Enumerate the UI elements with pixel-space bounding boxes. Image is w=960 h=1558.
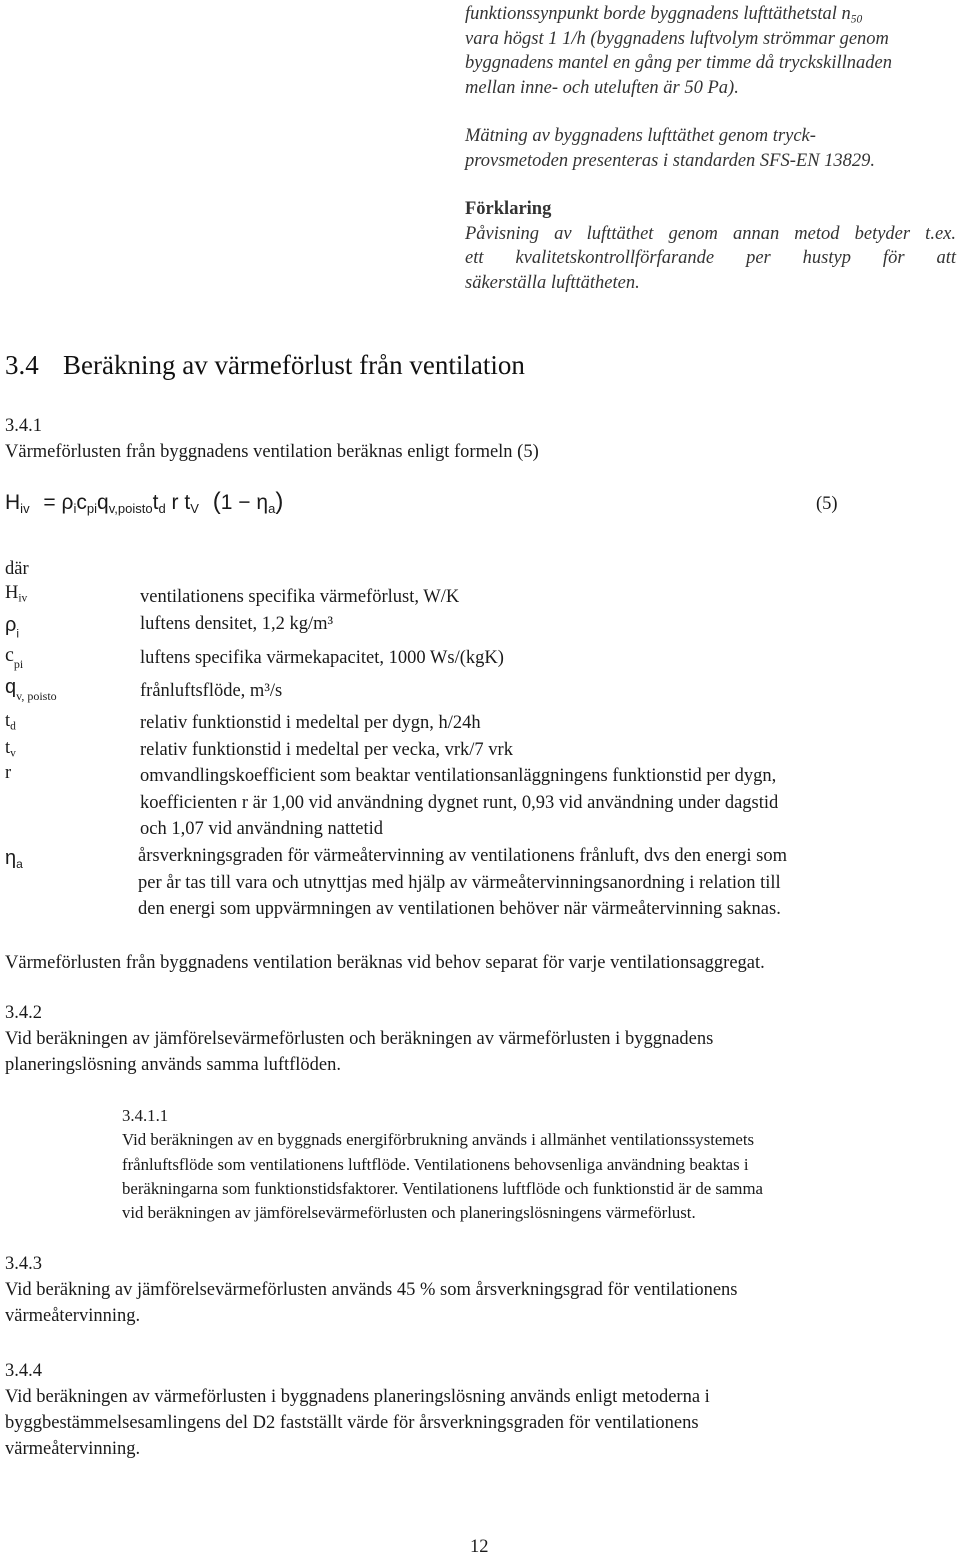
- section-number: 3.4.2: [5, 1003, 42, 1023]
- section-3-4-4: [5, 1358, 955, 1462]
- def-symbol-main: t: [5, 711, 11, 731]
- def-symbol-sub: v, poisto: [16, 689, 57, 704]
- formula-symbol-rho: ρ: [61, 491, 74, 514]
- definition-line: koefficienten r är 1,00 vid användning dygnet runt, 0,93 vid användning under dagstid: [140, 792, 779, 813]
- explanation-block: [465, 197, 956, 295]
- definition-text: luftens densitet, 1,2 kg/m³: [140, 614, 334, 634]
- separate-calc-text: Värmeförlusten från byggnadens ventilation beräknas vid behov separat för varje ventilationsaggregat.: [5, 953, 765, 973]
- section-line: beräkningarna som funktionstidsfaktorer. Ventilationens luftflöde och funktionstid är de samma: [122, 1178, 763, 1198]
- intro-para-1-line: byggnadens mantel en gång per timme då tryckskillnaden: [465, 53, 892, 73]
- def-symbol-sub: pi: [13, 657, 24, 672]
- formula-symbol-eta: η: [256, 491, 269, 514]
- section-line: Vid beräkningen av jämförelsevärmeförlusten och beräkningen av värmeförlusten i byggnadens: [5, 1029, 714, 1049]
- def-symbol-sub: iv: [18, 592, 28, 605]
- page-number: 12: [470, 1537, 489, 1557]
- definition-text: frånluftsflöde, m³/s: [140, 681, 283, 701]
- section-line: Vid beräkningen av värmeförlusten i byggnadens planeringslösning används enligt metoderna i: [5, 1387, 710, 1407]
- explanation-line: Påvisning av lufttäthet genom annan metod betyder t.ex.: [465, 223, 956, 244]
- def-symbol: [5, 644, 24, 672]
- section-line: Vid beräkningen av en byggnads energiförbrukning används i allmänhet ventilationssystemets: [122, 1130, 755, 1150]
- formula-symbol-q: q: [97, 491, 109, 514]
- section-3-4-1: [5, 413, 539, 465]
- def-symbol: [5, 583, 27, 604]
- section-3-4-2: [5, 1000, 955, 1078]
- formula-number: (5): [816, 494, 838, 514]
- def-symbol: [5, 738, 16, 759]
- intro-para-2-line: Mätning av byggnadens lufttäthet genom tryck-: [465, 126, 816, 146]
- section-3-4-3: [5, 1251, 955, 1329]
- formula-sub: i: [73, 501, 77, 517]
- definition-text: relativ funktionstid i medeltal per vecka, vrk/7 vrk: [140, 740, 513, 760]
- section-heading-number: 3.4: [5, 350, 39, 380]
- def-symbol: [5, 711, 16, 732]
- section-3-4-1-1: [122, 1104, 888, 1225]
- def-symbol: [5, 614, 20, 641]
- where-label: där: [5, 559, 29, 579]
- formula-symbol-tv: t: [184, 491, 191, 514]
- section-line: värmeåtervinning.: [5, 1306, 141, 1326]
- section-line: värmeåtervinning.: [5, 1439, 141, 1459]
- formula-sub: pi: [86, 501, 98, 517]
- section-line: planeringslösning används samma luftflöden.: [5, 1055, 342, 1075]
- def-symbol: [5, 676, 57, 704]
- explanation-line: säkerställa lufttätheten.: [465, 272, 640, 293]
- intro-para-2: [465, 124, 956, 173]
- formula-sub: iv: [20, 501, 30, 517]
- intro-para-2-line: provsmetoden presenteras i standarden SFS-EN 13829.: [465, 150, 876, 171]
- def-symbol-main: ρ: [5, 614, 17, 636]
- intro-para-1-sub: 50: [850, 13, 863, 26]
- formula-symbol-h: H: [5, 491, 21, 514]
- definition-text: ventilationens specifika värmeförlust, W/K: [140, 587, 460, 607]
- definition-line: och 1,07 vid användning nattetid: [140, 819, 384, 839]
- def-symbol-sub: i: [16, 626, 20, 641]
- intro-para-1-line: vara högst 1 1/h (byggnadens luftvolym strömmar genom: [465, 28, 889, 49]
- explanation-line: ett kvalitetskontrollförfarande per hustyp för att: [465, 248, 956, 268]
- def-symbol-main: t: [5, 738, 11, 758]
- formula-one: 1: [220, 491, 233, 514]
- section-heading: [5, 350, 525, 381]
- def-symbol-main: r: [5, 763, 12, 783]
- section-number: 3.4.3: [5, 1254, 42, 1274]
- def-symbol-sub: d: [10, 720, 16, 733]
- def-symbol-main: H: [5, 583, 19, 603]
- section-line: frånluftsflöde som ventilationens luftflöde. Ventilationens behovsenliga användning beaktas i: [122, 1154, 749, 1174]
- section-line: byggbestämmelsesamlingens del D2 fastställt värde för årsverkningsgraden för ventilationens: [5, 1413, 699, 1433]
- def-symbol-sub: a: [16, 856, 23, 871]
- formula-sub: V: [190, 501, 199, 517]
- def-symbol-main: q: [5, 676, 17, 698]
- formula-minus: −: [238, 491, 251, 514]
- explanation-title: Förklaring: [465, 199, 552, 219]
- definition-text: [140, 763, 958, 843]
- formula-sub: a: [268, 501, 276, 517]
- formula-sub: d: [158, 501, 166, 517]
- formula-sub: v,poisto: [108, 501, 153, 517]
- def-symbol: [5, 763, 11, 784]
- def-symbol-sub: v: [10, 747, 16, 760]
- section-heading-title: Beräkning av värmeförlust från ventilation: [63, 350, 525, 380]
- definition-line: omvandlingskoefficient som beaktar ventilationsanläggningens funktionstid per dygn,: [140, 766, 777, 786]
- definition-line: årsverkningsgraden för värmeåtervinning av ventilationens frånluft, dvs den energi som: [138, 846, 788, 866]
- definition-text: luftens specifika värmekapacitet, 1000 Ws/(kgK): [140, 648, 504, 668]
- definition-line: per år tas till vara och utnyttjas med hjälp av värmeåtervinningsanordning i relation till: [138, 872, 781, 893]
- section-line: vid beräkningen av jämförelsevärmeförlusten och planeringslösningens värmeförlust.: [122, 1203, 696, 1223]
- formula-symbol-td: t: [152, 491, 159, 514]
- section-number: 3.4.4: [5, 1361, 42, 1381]
- section-number: 3.4.1: [5, 416, 42, 436]
- formula-paren-open: (: [212, 488, 221, 515]
- formula-symbol-c: c: [76, 491, 87, 514]
- def-symbol-main: c: [5, 644, 14, 666]
- definition-text: [138, 843, 956, 923]
- formula-equals: =: [43, 491, 56, 514]
- definition-text: relativ funktionstid i medeltal per dygn, h/24h: [140, 713, 481, 733]
- formula-symbol-r: r: [171, 491, 179, 514]
- intro-block: [465, 2, 956, 295]
- definition-line: den energi som uppvärmningen av ventilationen behöver när värmeåtervinning saknas.: [138, 899, 781, 919]
- intro-para-1: [465, 2, 956, 100]
- def-symbol-main: η: [5, 847, 17, 869]
- formula-5: [5, 488, 283, 516]
- section-text: Värmeförlusten från byggnadens ventilation beräknas enligt formeln (5): [5, 442, 539, 462]
- intro-para-1-line: mellan inne- och uteluften är 50 Pa).: [465, 77, 739, 98]
- intro-para-1-prefix: funktionssynpunkt borde byggnadens lufttäthetstal n: [465, 4, 851, 24]
- section-line: Vid beräkning av jämförelsevärmeförlusten används 45 % som årsverkningsgrad för ventilationens: [5, 1280, 738, 1300]
- def-symbol: [5, 847, 23, 870]
- formula-paren-close: ): [275, 488, 284, 515]
- section-number: 3.4.1.1: [122, 1106, 169, 1125]
